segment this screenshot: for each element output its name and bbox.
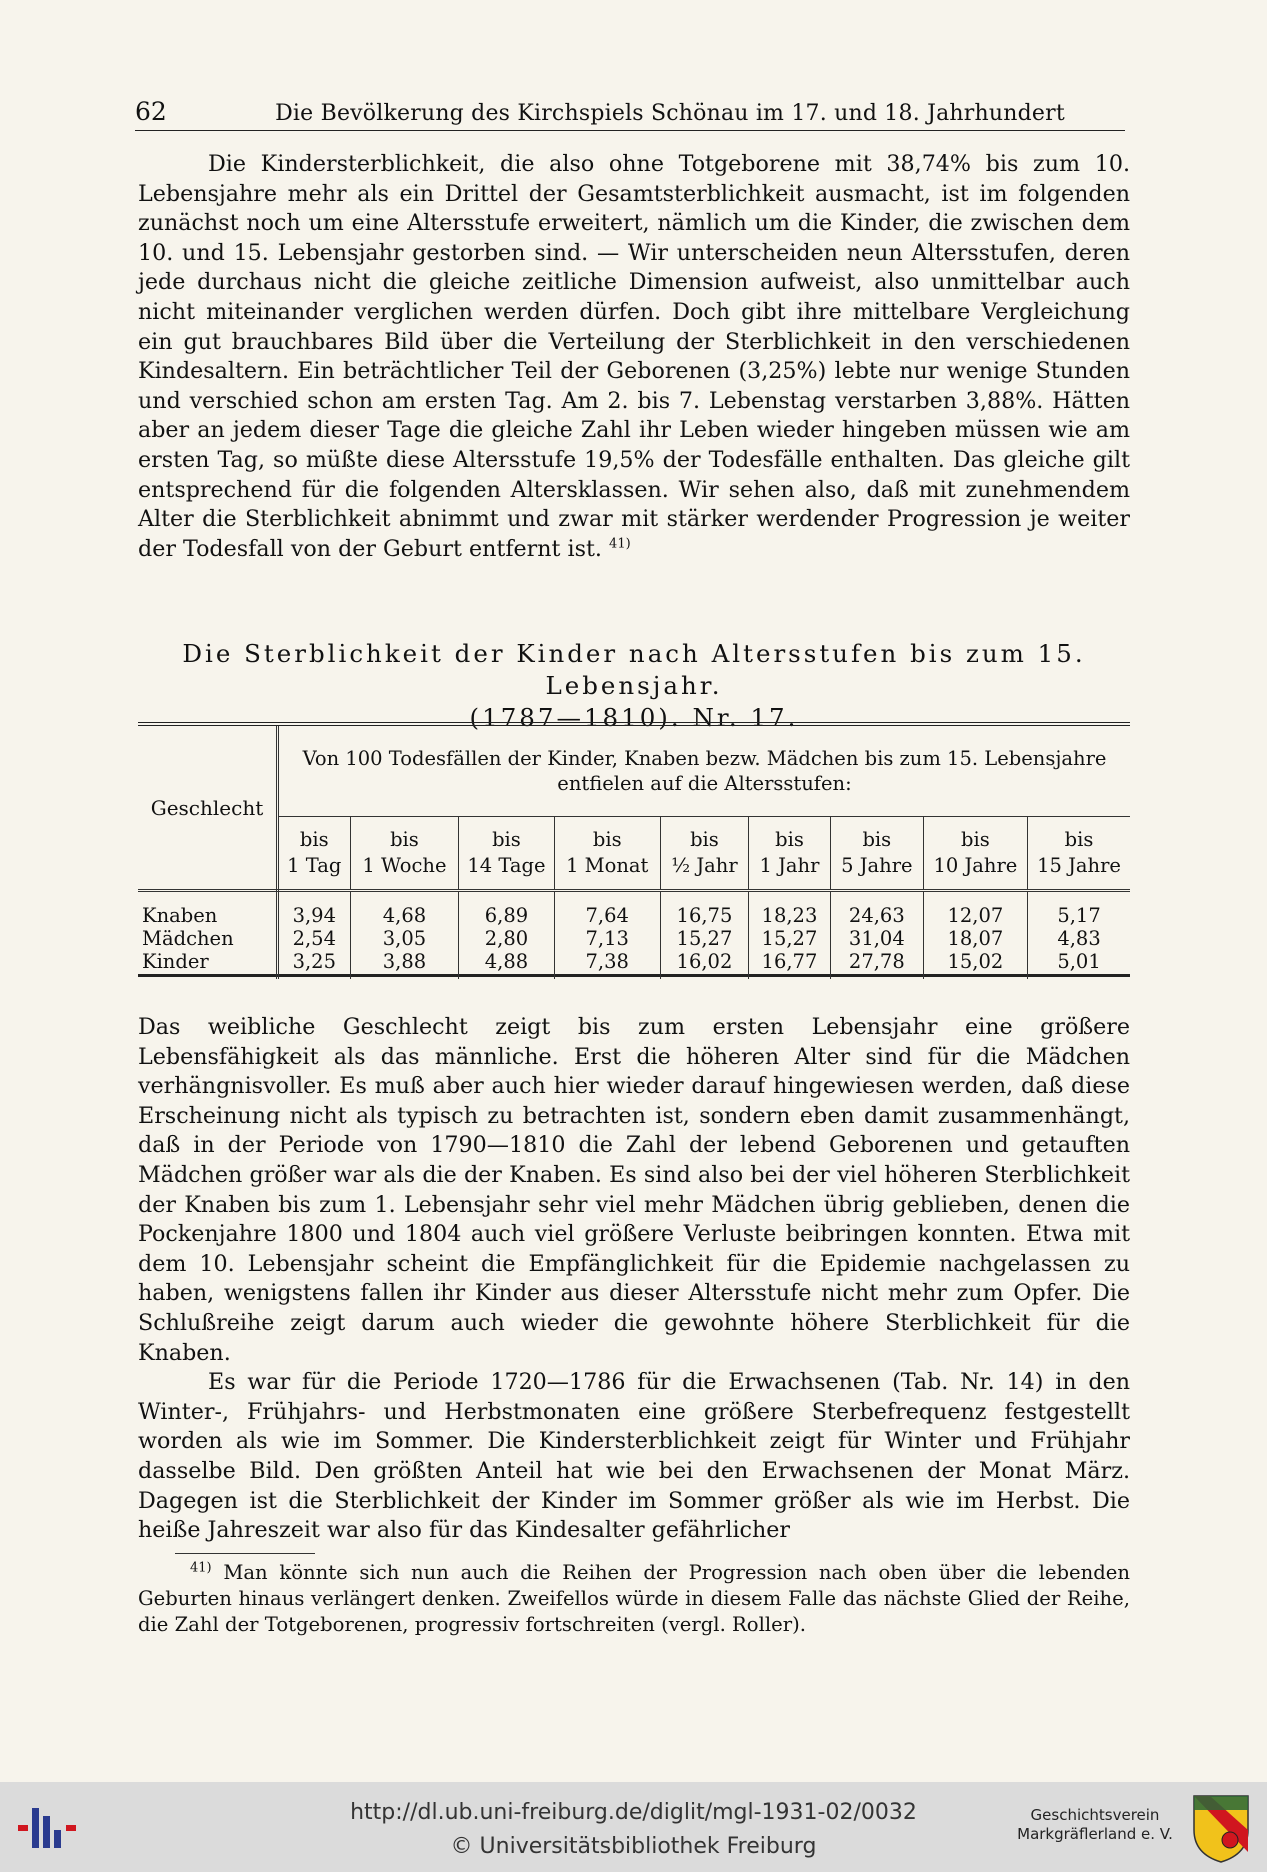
table-title [138,638,1130,734]
table-body [138,891,1130,980]
table-cell: 18,07 [923,927,1027,950]
table-cell: 27,78 [830,950,923,979]
viewer-footer [0,1782,1267,1872]
column-header-top: bis [299,828,329,851]
table-span-header: Von 100 Todesfällen der Kinder, Knaben bezw. Mädchen bis zum 15. Lebensjahre entfielen auf die Altersstufen: [278,726,1131,817]
column-header [1028,817,1130,891]
paragraph-3: Es war für die Periode 1720—1786 für die Erwachsenen (Tab. Nr. 14) in den Winter-, Frühjahrs- und Herbstmonaten eine größere Sterbefrequenz festgestellt worden als wie im Sommer. Die Kindersterblichkeit zeigt für Winter und Frühjahr dasselbe Bild. Den größten Anteil hat wie bei den Erwachsenen der Monat März. Dagegen ist die Sterblichkeit der Kinder im Sommer größer als wie im Herbst. Die heiße Jahreszeit war also für das Kindesalter gefährlicher [138,1369,1130,1544]
paragraphs-after-table [138,1013,1130,1546]
column-header-bottom: 5 Jahre [841,854,913,877]
table-row [138,927,1130,950]
table-cell: 2,80 [459,927,554,950]
column-header-top: bis [862,828,892,851]
column-header-bottom: ½ Jahr [671,854,738,877]
table-cell: 2,54 [278,927,351,950]
row-label: Knaben [138,891,278,928]
column-header [748,817,830,891]
column-header-bottom: 15 Jahre [1037,854,1121,877]
footnote-marker: 41) [190,1560,212,1576]
column-header-row [138,817,1130,891]
column-header [278,817,351,891]
column-header-top: bis [492,828,521,851]
column-header-top: bis [775,828,804,851]
table-cell: 4,68 [350,891,459,928]
table-cell: 15,27 [748,927,830,950]
table-cell: 3,88 [350,950,459,979]
page-number: 62 [135,97,167,126]
column-header [923,817,1027,891]
column-header [660,817,748,891]
document-url-link[interactable]: http://dl.ub.uni-freiburg.de/diglit/mgl-1931-02/0032 [350,1800,917,1825]
column-header-bottom: 14 Tage [467,854,546,877]
table-cell: 5,01 [1057,950,1101,973]
table-cell: 15,27 [660,927,748,950]
footnote-text: Man könnte sich nun auch die Reihen der Progression nach oben über die lebenden Geburten hinaus verlängert denken. Zweifellos würde in diesem Falle das nächste Glied der Reihe, die Zahl der Totgeborenen, progressiv fortschreiten (vergl. Roller). [138,1561,1130,1636]
society-line-2: Markgräflerland e. V. [1017,1825,1173,1843]
table-cell: 18,23 [748,891,830,928]
table-cell: 5,17 [1057,904,1101,927]
column-header-top: bis [1064,828,1094,851]
table-row [138,950,1130,979]
table-cell: 24,63 [830,891,923,928]
table-cell: 16,77 [748,950,830,979]
column-header-bottom: 1 Tag [287,854,342,877]
column-header-bottom: 10 Jahre [933,854,1018,877]
table-row [138,891,1130,928]
running-header [135,92,1125,131]
table-cell: 16,75 [660,891,748,928]
mortality-table [138,722,1130,977]
column-header-top: bis [961,828,990,851]
footnote-rule [175,1553,315,1554]
footnote [138,1560,1130,1638]
running-title: Die Bevölkerung des Kirchspiels Schönau im 17. und 18. Jahrhundert [275,101,1065,126]
table-cell: 31,04 [830,927,923,950]
table-cell: 15,02 [923,950,1027,979]
row-header-geschlecht: Geschlecht [138,726,278,891]
table-cell: 12,07 [923,891,1027,928]
table-cell: 3,05 [350,927,459,950]
coat-of-arms-icon [1190,1792,1252,1864]
paragraph-1 [138,150,1130,564]
row-label: Kinder [138,950,278,979]
column-header-top: bis [690,828,719,851]
paragraph-1-text: Die Kindersterblichkeit, die also ohne Totgeborene mit 38,74% bis zum 10. Lebensjahre mehr als ein Drittel der Gesamtsterblichkeit ausmacht, ist im folgenden zunächst noch um eine Altersstufe erweitert, nämlich um die Kinder, die zwischen dem 10. und 15. Lebensjahr gestorben sind. — Wir unterscheiden neun Altersstufen, deren jede durchaus nicht die gleiche zeitliche Dimension aufweist, also unmittelbar auch nicht miteinander verglichen werden dürfen. Doch gibt ihre mittelbare Vergleichung ein gut brauchbares Bild über die Verteilung der Sterblichkeit in den verschiedenen Kindesaltern. Ein beträchtlicher Teil der Geborenen (3,25%) lebte nur wenige Stunden und verschied schon am ersten Tag. Am 2. bis 7. Lebenstag verstarben 3,88%. Hätten aber an jedem dieser Tage die gleiche Zahl ihr Leben wieder hingeben müssen wie am ersten Tag, so müßte diese Altersstufe 19,5% der Todesfälle enthalten. Das gleiche gilt entsprechend für die folgenden Altersklassen. Wir sehen also, daß mit zunehmendem Alter die Sterblichkeit abnimmt und zwar mit stärker werdender Progression je weiter der Todesfall von der Geburt entfernt ist. [138,151,1130,562]
column-header-top: bis [390,828,419,851]
table-cell: 3,94 [278,891,351,928]
society-line-1: Geschichtsverein [1030,1806,1160,1824]
table-cell: 4,88 [459,950,554,979]
column-header [350,817,459,891]
column-header-bottom: 1 Jahr [759,854,820,877]
column-header-top: bis [592,828,622,851]
column-header-bottom: 1 Woche [362,854,447,877]
footnote-reference: 41) [609,536,631,552]
society-name[interactable] [1010,1806,1180,1844]
column-header-bottom: 1 Monat [566,854,649,877]
copyright-notice: © Universitätsbibliothek Freiburg [450,1834,817,1859]
table-title-line-1: Die Sterblichkeit der Kinder nach Altersstufen bis zum 15. Lebensjahr. [182,639,1086,700]
table-cell: 6,89 [459,891,554,928]
column-header [554,817,660,891]
table-cell: 7,13 [554,927,660,950]
table-cell: 16,02 [660,950,748,979]
column-header [830,817,923,891]
table-cell: 7,64 [554,891,660,928]
table-cell: 7,38 [554,950,660,979]
paragraph-2: Das weibliche Geschlecht zeigt bis zum ersten Lebensjahr eine größere Lebensfähigkeit als das männliche. Erst die höheren Alter sind für die Mädchen verhängnisvoller. Es muß aber auch hier wieder darauf hingewiesen werden, daß diese Erscheinung nicht als typisch zu betrachten ist, sondern eben damit zusammenhängt, daß in der Periode von 1790—1810 die Zahl der lebend Geborenen und getauften Mädchen größer war als die der Knaben. Es sind also bei der viel höheren Sterblichkeit der Knaben bis zum 1. Lebensjahr sehr viel mehr Mädchen übrig geblieben, denen die Pockenjahre 1800 und 1804 auch viel größere Verluste beibringen konnten. Etwa mit dem 10. Lebensjahr scheint die Empfänglichkeit für die Epidemie nachgelassen zu haben, wenigstens fallen ihr Kinder aus dieser Altersstufe nicht mehr zum Opfer. Die Schlußreihe zeigt darum auch wieder die gewohnte höhere Sterblichkeit für die Knaben. [138,1014,1130,1366]
table-title-line-2: (1787—1810). Nr. 17. [469,703,799,732]
table-cell: 4,83 [1057,927,1101,950]
row-label: Mädchen [138,927,278,950]
column-header [459,817,554,891]
table-cell: 3,25 [278,950,351,979]
